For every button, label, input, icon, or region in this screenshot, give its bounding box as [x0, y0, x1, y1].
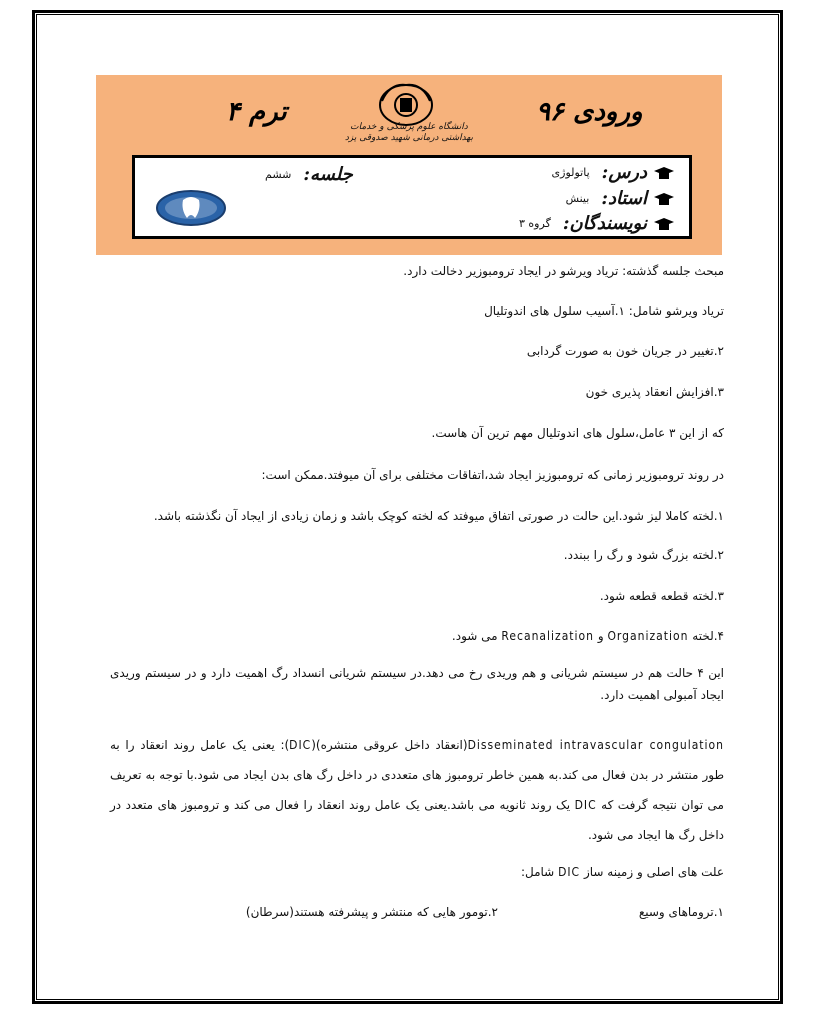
- paragraph-organization: ۴.لخته Organization و Recanalization می شود.: [451, 629, 724, 643]
- term-recanalization: Recanalization: [501, 629, 594, 643]
- term-dic: DIC: [558, 865, 581, 879]
- paragraph-virchow-3: ۳.افزايش انعقاد پذيری خون: [585, 385, 724, 399]
- graduation-cap-icon: [653, 192, 675, 206]
- term-organization: Organization: [607, 629, 689, 643]
- paragraph-virchow-1: ترياد ويرشو شامل: ۱.آسيب سلول های اندوتليال: [484, 304, 724, 318]
- entry-year-label: ورودی ۹۶: [536, 97, 643, 127]
- term-label: ترم ۴: [226, 97, 287, 127]
- graduation-cap-icon: [653, 217, 675, 231]
- writers-label: نویسندگان:: [562, 213, 647, 234]
- session-row: [265, 164, 359, 185]
- session-label: جلسه:: [303, 164, 353, 185]
- term-dic: DIC: [574, 798, 597, 812]
- writers-row: [519, 213, 675, 234]
- paragraph-lysis: ۱.لخته كاملا ليز شود.اين حالت در صورتی اتفاق ميوفتد كه لخته كوچک باشد و زمان زيادی از ايجاد آن نگذشته باشد.: [153, 509, 724, 523]
- course-info-box: [132, 155, 692, 239]
- course-label: درس:: [601, 162, 647, 183]
- teacher-row: [566, 188, 675, 209]
- course-row: [552, 162, 675, 183]
- paragraph-occlusion: ۲.لخته بزرگ شود و رگ را ببندد.: [563, 548, 724, 562]
- paragraph-arterial-venous: اين ۴ حالت هم در سيستم شريانی و هم وريدی رخ می دهد.در سيستم شريانی انسداد رگ اهميت دارد و در سيستم وريدی ايجاد آمبولی اهميت دارد.: [110, 666, 725, 702]
- paragraph-endothelial: كه از اين ۳ عامل،سلول های اندوتليال مهم ترين آن هاست.: [431, 426, 724, 440]
- course-value: پاتولوژی: [551, 166, 590, 179]
- paragraph-dic-causes: علت های اصلی و زمينه ساز DIC شامل:: [520, 865, 724, 879]
- dentistry-badge-icon: [153, 188, 229, 228]
- university-name: دانشگاه علوم پزشکی و خدمات بهداشتی درمانی شهید صدوقی یزد: [344, 122, 474, 143]
- writers-value: گروه ۳: [519, 217, 551, 230]
- teacher-value: بینش: [565, 192, 590, 205]
- term-dic-full: Disseminated intravascular congulation: [467, 738, 724, 752]
- paragraph-previous-session: مبحث جلسه گذشته: ترياد ويرشو در ايجاد ترومبوزير دخالت دارد.: [403, 264, 724, 278]
- paragraph-fragmentation: ۳.لخته قطعه قطعه شود.: [599, 589, 724, 603]
- paragraph-dic-definition: Disseminated intravascular congulation(انعقاد داخل عروقی منتشره)(DIC): يعنی يک عامل روند انعقاد را به طور منتشر در بدن فعال می كند.به همين خاطر ترومبوز های متعددی در داخل رگ های بدن ايجاد می شود.با توجه به تعريف می توان نتيجه گرفت كه DIC يک روند ثانويه می باشد.يعنی يک عامل روند انعقاد را فعال می كند و ترومبوز های متعدد در داخل رگ ها ايجاد می شود.: [110, 738, 724, 842]
- paragraph-virchow-2: ۲.تغيير در جريان خون به صورت گردابی: [526, 344, 724, 358]
- list-item-trauma: ۱.تروماهای وسيع: [638, 905, 724, 919]
- session-value: ششم: [265, 168, 292, 181]
- header-banner: [96, 75, 722, 255]
- graduation-cap-icon: [653, 166, 675, 180]
- teacher-label: استاد:: [601, 188, 647, 209]
- paragraph-thrombosis-fate: در روند ترومبوزير زمانی كه ترومبوزيز ايجاد شد،اتفاقات مختلفی برای آن ميوفتد.ممكن است:: [261, 468, 724, 482]
- list-item-tumors: ۲.تومور هايی كه منتشر و پيشرفته هستند(سرطان): [245, 905, 498, 919]
- term-dic: DIC: [289, 738, 312, 752]
